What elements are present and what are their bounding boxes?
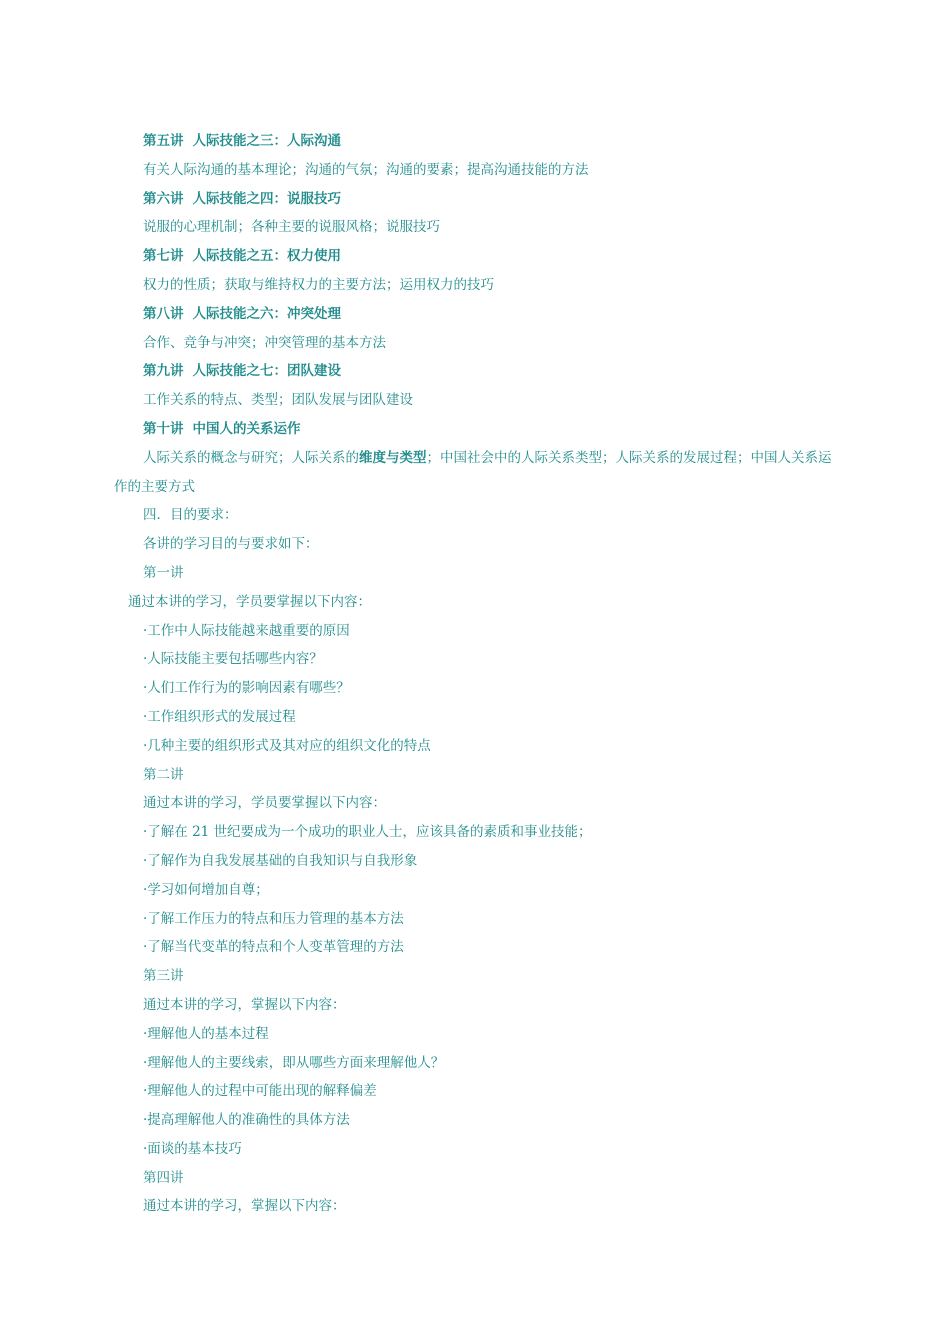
lecture-number: 第六讲: [143, 190, 184, 207]
goal-lecture-1-title: 第一讲: [143, 564, 184, 581]
desc-part: ；中国社会中的人际关系类型；人际关系的发展过程；中国人关系运作的主要方式: [114, 449, 832, 495]
lecture-title: 人际技能之四：说服技巧: [192, 190, 341, 207]
lecture-title: 人际技能之三：人际沟通: [192, 133, 341, 149]
list-item: ·人们工作行为的影响因素有哪些？: [143, 680, 350, 697]
list-item: ·了解在 21 世纪要成为一个成功的职业人士，应该具备的素质和事业技能；: [143, 824, 592, 841]
goals-intro: 各讲的学习目的与要求如下：: [143, 536, 319, 553]
list-item: ·了解作为自我发展基础的自我知识与自我形象: [143, 852, 418, 869]
lecture-number: 第八讲: [143, 305, 184, 322]
desc-part: 人际关系的概念与研究；人际关系的: [143, 449, 359, 466]
lecture-9-heading: [114, 357, 844, 386]
lecture-7-desc: 权力的性质；获取与维持权力的主要方法；运用权力的技巧: [143, 276, 494, 293]
lecture-10-heading: [114, 415, 844, 444]
lecture-6-desc: 说服的心理机制；各种主要的说服风格；说服技巧: [143, 219, 440, 236]
list-item: ·提高理解他人的准确性的具体方法: [143, 1112, 350, 1129]
lecture-title: 中国人的关系运作: [192, 420, 301, 437]
lecture-5-desc: 有关人际沟通的基本理论；沟通的气氛；沟通的要素；提高沟通技能的方法: [143, 161, 589, 178]
lecture-title: 人际技能之七：团队建设: [192, 363, 341, 380]
goal-lecture-3-lead: 通过本讲的学习，掌握以下内容：: [143, 996, 346, 1013]
lecture-number: 第十讲: [143, 420, 184, 437]
list-item: ·工作组织形式的发展过程: [143, 708, 296, 725]
list-item: ·理解他人的过程中可能出现的解释偏差: [143, 1083, 377, 1100]
goal-lecture-2-lead: 通过本讲的学习，学员要掌握以下内容：: [143, 795, 386, 812]
list-item: ·理解他人的主要线索，即从哪些方面来理解他人？: [143, 1054, 445, 1071]
goal-lecture-1-lead: 通过本讲的学习，学员要掌握以下内容：: [128, 593, 371, 610]
list-item: ·工作中人际技能越来越重要的原因: [143, 622, 350, 639]
list-item: ·了解工作压力的特点和压力管理的基本方法: [143, 910, 404, 927]
list-item: ·理解他人的基本过程: [143, 1025, 269, 1042]
lecture-title: 人际技能之六：冲突处理: [192, 305, 341, 322]
lecture-9-desc: 工作关系的特点、类型；团队发展与团队建设: [143, 392, 413, 409]
goal-lecture-2-title: 第二讲: [143, 766, 184, 783]
goal-lecture-4-title: 第四讲: [143, 1169, 184, 1186]
list-item: ·了解当代变革的特点和个人变革管理的方法: [143, 939, 404, 956]
goals-heading: 四．目的要求：: [143, 507, 238, 524]
goal-lecture-4-lead: 通过本讲的学习，掌握以下内容：: [143, 1198, 346, 1215]
lecture-number: 第五讲: [143, 133, 184, 149]
list-item: ·几种主要的组织形式及其对应的组织文化的特点: [143, 737, 431, 754]
goal-lecture-3-title: 第三讲: [143, 968, 184, 985]
lecture-10-desc: [114, 444, 844, 502]
list-item: ·人际技能主要包括哪些内容？: [143, 651, 323, 668]
lecture-number: 第七讲: [143, 248, 184, 265]
list-item: ·面谈的基本技巧: [143, 1140, 242, 1157]
lecture-8-desc: 合作、竞争与冲突；冲突管理的基本方法: [143, 334, 386, 351]
list-item: ·学习如何增加自尊；: [143, 881, 269, 898]
lecture-8-heading: [114, 300, 844, 329]
desc-emphasis: 维度与类型: [359, 449, 427, 466]
lecture-5-heading: [114, 127, 844, 156]
lecture-7-heading: [114, 242, 844, 271]
lecture-6-heading: [114, 185, 844, 214]
document-body: [114, 127, 844, 1221]
lecture-title: 人际技能之五：权力使用: [192, 248, 341, 265]
lecture-number: 第九讲: [143, 363, 184, 380]
